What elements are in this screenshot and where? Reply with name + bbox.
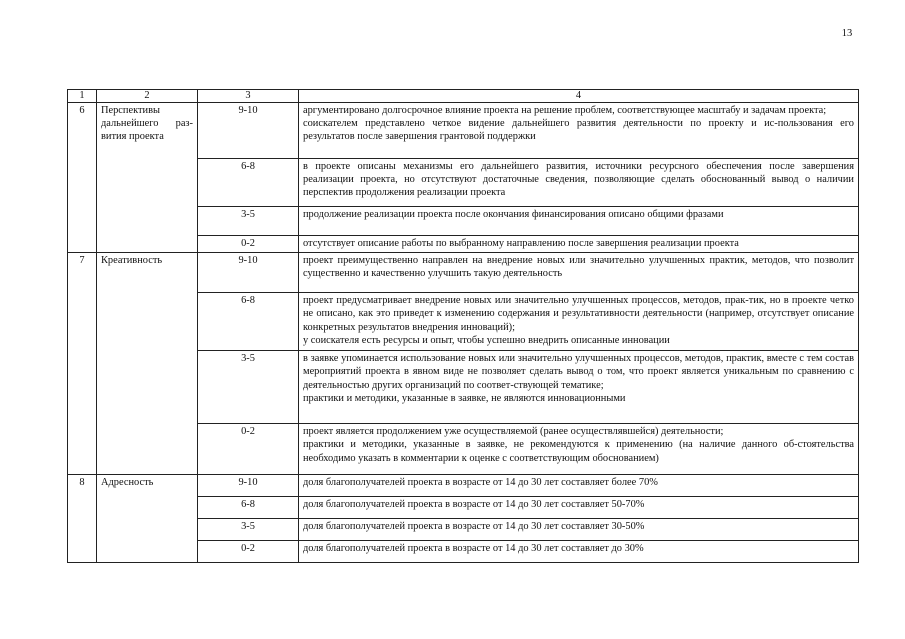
description-paragraph: доля благополучателей проекта в возрасте от 14 до 30 лет составляет 30-50% <box>303 521 645 533</box>
table-row <box>68 475 859 497</box>
score-range: 6-8 <box>198 497 299 519</box>
table-row <box>68 103 859 159</box>
table-body <box>68 103 859 563</box>
description-paragraph: проект является продолжением уже осуществляемой (ранее осуществлявшейся) деятельности; <box>303 426 724 438</box>
criterion-name: Адресность <box>97 475 198 563</box>
score-description <box>299 541 859 563</box>
description-paragraph: отсутствует описание работы по выбранному направлению после завершения реализации проекта <box>303 238 739 249</box>
score-description <box>299 207 859 236</box>
description-paragraph: проект предусматривает внедрение новых или значительно улучшенных процессов, методов, прак-тик, но в проекте четко не описано, как это приведет к изменению содержания и результативности деятельности (например, отсутствует описание конкретных результатов внедрения инноваций); <box>303 295 854 333</box>
score-range: 6-8 <box>198 159 299 207</box>
criterion-number: 8 <box>68 475 97 563</box>
score-description <box>299 236 859 253</box>
description-paragraph: практики и методики, указанные в заявке, не являются инновационными <box>303 392 626 404</box>
score-description <box>299 519 859 541</box>
score-description <box>299 293 859 351</box>
criterion-number: 6 <box>68 103 97 253</box>
page-number: 13 <box>841 28 853 39</box>
score-description <box>299 253 859 293</box>
score-description <box>299 424 859 475</box>
score-description <box>299 497 859 519</box>
criteria-table <box>67 89 859 563</box>
criterion-number: 7 <box>68 253 97 475</box>
description-paragraph: продолжение реализации проекта после окончания финансирования описано общими фразами <box>303 209 724 220</box>
score-range: 9-10 <box>198 475 299 497</box>
header-row <box>68 90 859 103</box>
score-range: 0-2 <box>198 424 299 475</box>
description-paragraph: соискателем представлено четкое видение дальнейшего развития деятельности по проекту и ис-пользования его результатов после завершения грантовой поддержки <box>303 118 854 143</box>
description-paragraph: аргументировано долгосрочное влияние проекта на решение проблем, соответствующее масштабу и задачам проекта; <box>303 105 827 116</box>
score-description <box>299 351 859 424</box>
criterion-name: Креативность <box>97 253 198 475</box>
description-paragraph: в проекте описаны механизмы его дальнейшего развития, источники ресурсного обеспечения после завершения реализации проекта, но отсутствуют достаточные сведения, позволяющие сделать обоснованный вывод о наличии перспектив продолжения реализации проекта <box>303 161 854 199</box>
score-range: 9-10 <box>198 253 299 293</box>
table-row <box>68 253 859 293</box>
column-header: 2 <box>97 90 198 103</box>
score-description <box>299 103 859 159</box>
column-header: 3 <box>198 90 299 103</box>
score-range: 3-5 <box>198 519 299 541</box>
score-description <box>299 159 859 207</box>
score-range: 3-5 <box>198 207 299 236</box>
score-range: 6-8 <box>198 293 299 351</box>
description-paragraph: практики и методики, указанные в заявке, не рекомендуются к применению (на наличие данного об-стоятельства необходимо указать в комментарии к оценке с соответствующим обоснованием) <box>303 439 854 464</box>
description-paragraph: у соискателя есть ресурсы и опыт, чтобы успешно внедрить описанные инновации <box>303 334 670 346</box>
score-range: 9-10 <box>198 103 299 159</box>
column-header: 1 <box>68 90 97 103</box>
score-range: 0-2 <box>198 541 299 563</box>
score-range: 3-5 <box>198 351 299 424</box>
criterion-name: Перспективы дальнейшего раз-вития проекта <box>97 103 198 253</box>
description-paragraph: доля благополучателей проекта в возрасте от 14 до 30 лет составляет более 70% <box>303 477 658 489</box>
column-header: 4 <box>299 90 859 103</box>
score-description <box>299 475 859 497</box>
description-paragraph: доля благополучателей проекта в возрасте от 14 до 30 лет составляет до 30% <box>303 543 644 555</box>
description-paragraph: в заявке упоминается использование новых или значительно улучшенных процессов, методов, практик, вместе с тем состав мероприятий проекта в явном виде не позволяет сделать вывод о том, что проект является уникальным по сравнению с деятельностью других организаций по соответ-ствующей тематике; <box>303 353 854 391</box>
score-range: 0-2 <box>198 236 299 253</box>
description-paragraph: проект преимущественно направлен на внедрение новых или значительно улучшенных практик, методов, что позволит существенно и качественно улучшить такую деятельность <box>303 255 854 280</box>
description-paragraph: доля благополучателей проекта в возрасте от 14 до 30 лет составляет 50-70% <box>303 499 645 511</box>
